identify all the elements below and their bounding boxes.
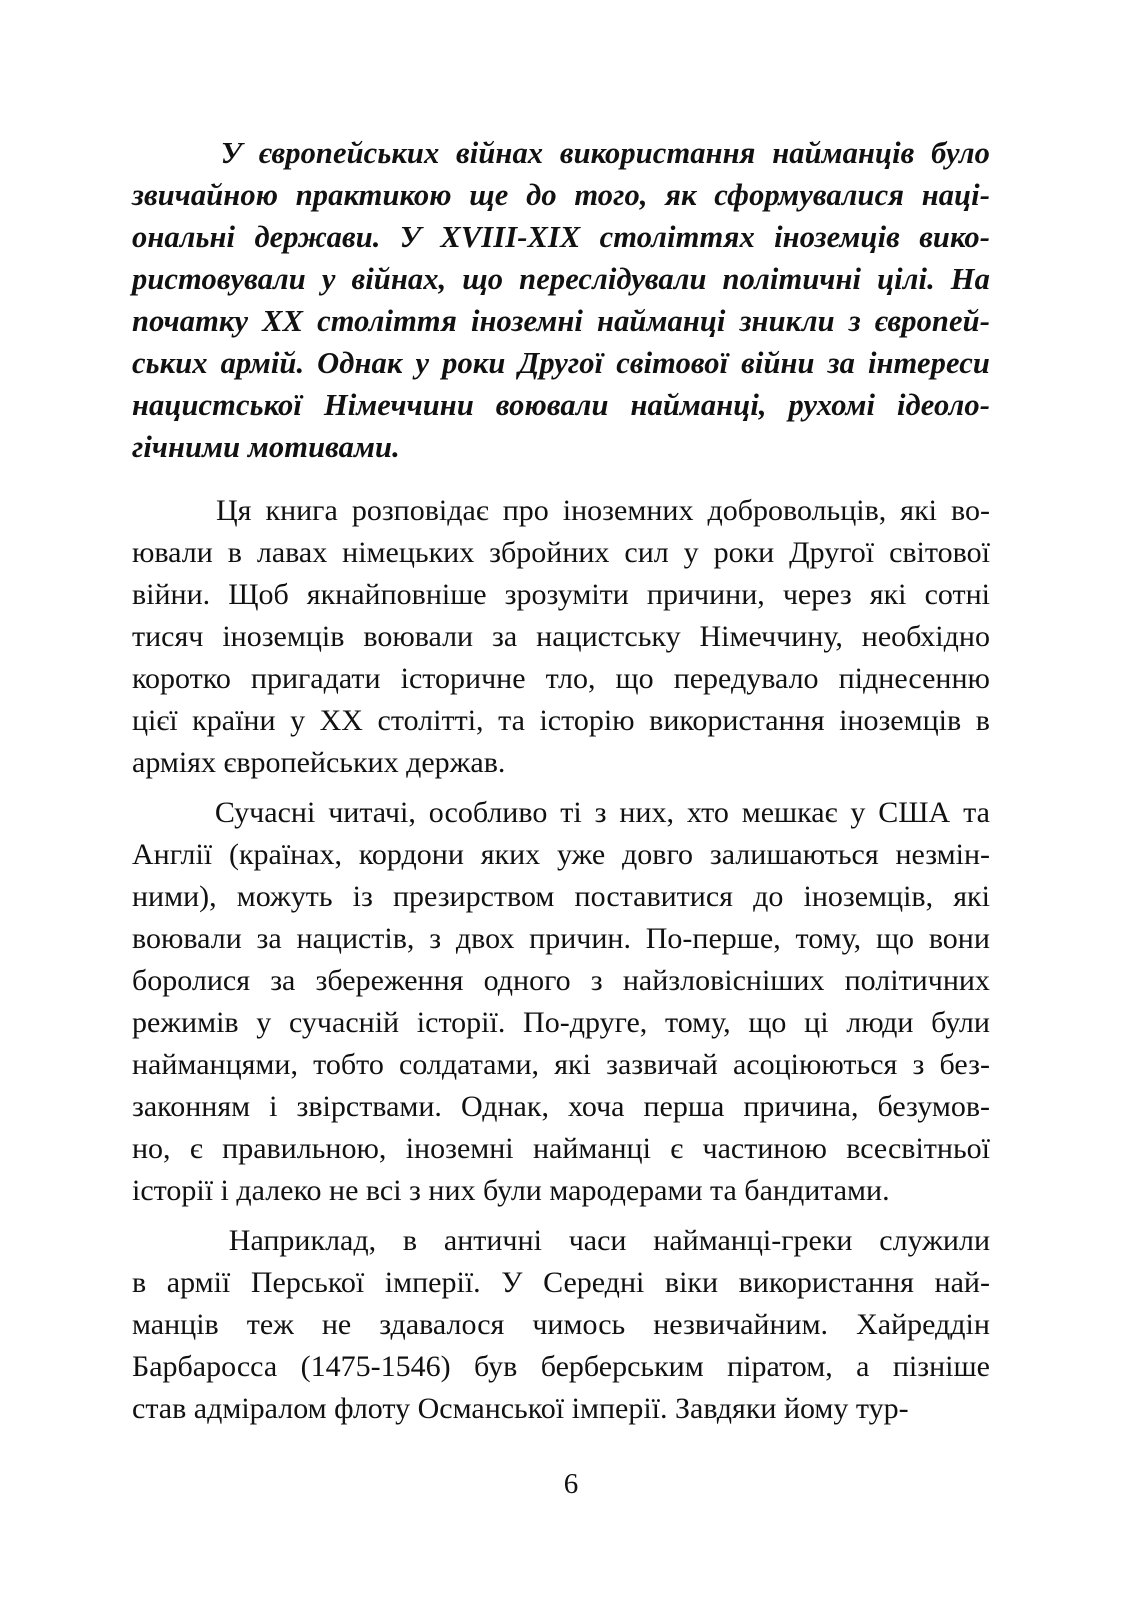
word: причина, [743,1090,859,1123]
word: іноземців [774,220,900,254]
word: часи [568,1224,627,1257]
word: у [321,262,336,296]
word: розповідає [351,494,489,527]
word: політичні [722,262,862,296]
word: тисяч [132,620,204,653]
page-number: 6 [563,1468,579,1500]
text-line [132,342,990,384]
word: імперії. [384,1266,481,1299]
text-line [132,616,990,658]
word: сформувалися [714,178,905,212]
text-line [132,792,990,834]
word: найманці-греки [653,1224,853,1257]
word: з [590,964,603,997]
word: які [869,578,907,611]
word: Сучасні [214,796,316,829]
word: держави. [254,220,381,254]
word: найманці [597,304,726,338]
word: використання [738,1266,914,1299]
word: зрозуміти [504,578,629,611]
word: Хайреддін [856,1308,990,1341]
word: зазвичай [606,1048,718,1081]
text-line [132,574,990,616]
word: всесвітньої [846,1132,990,1165]
word: переслідували [519,262,707,296]
word: берберським [540,1350,704,1383]
word: довго [622,838,694,871]
word: з [429,922,442,955]
word: історію [539,704,635,737]
word: Середні [543,1266,645,1299]
word: використання [559,136,756,170]
text-line [132,834,990,876]
word: у [683,536,699,569]
word: лавах [256,536,328,569]
word: війнах, [351,262,447,296]
word: хоча [567,1090,625,1123]
word: передувало [673,662,819,695]
word: війни. [132,578,211,611]
word: ще [469,178,509,212]
word: країни [192,704,276,737]
word: (1475-1546) [300,1350,451,1383]
text-line: став адміралом флоту Османської імперії. Завдяки йому тур- [132,1392,909,1425]
word: є [189,1132,203,1165]
word: нацистів, [296,922,415,955]
word: причини, [646,578,765,611]
word: XX [262,304,304,338]
word: які [900,494,938,527]
word: асоціюються [732,1048,898,1081]
word: іноземців [222,620,345,653]
word: найманцями, [132,1048,298,1081]
word: презирством [392,880,555,913]
word: уже [556,838,606,871]
word: По-перше, [645,922,781,955]
word: іноземців, [803,880,934,913]
word: в [975,704,990,737]
text-line [132,960,990,1002]
text-line [132,1086,990,1128]
word: тому, [665,1006,731,1039]
word: того, [574,178,648,212]
word: та [498,704,525,737]
word: боролися [132,964,251,997]
text-line [132,1128,990,1170]
word: Німеччини [323,388,474,422]
text-line: арміях європейських держав. [132,746,506,779]
word: до [753,880,784,913]
word: найзловісніших [622,964,825,997]
word: цілі. [877,262,935,296]
word: мешкає [741,796,838,829]
word: із [352,880,373,913]
word: античні [443,1224,542,1257]
word: світової [889,536,990,569]
word: ними), [132,880,217,913]
word: звичайною [132,178,279,212]
paragraph-indent [132,792,202,834]
word: воювали [495,388,609,422]
word: сотні [924,578,990,611]
word: безумов- [877,1090,990,1123]
word: пригадати [250,662,381,695]
word: хто [686,796,729,829]
word: Наприклад, [228,1224,377,1257]
word: за [492,620,518,653]
word: практикою [295,178,452,212]
word: іноземні [470,304,583,338]
text-line [132,300,990,342]
body-paragraph-2 [132,792,990,1212]
word: поставитися [574,880,733,913]
word: режимів [132,1006,239,1039]
word: світової [616,346,729,380]
word: про [502,494,549,527]
word: а [856,1350,870,1383]
word: які [554,1048,591,1081]
word: тому, [795,922,862,955]
word: Другої [789,536,875,569]
word: піднесенню [838,662,990,695]
word: сил [624,536,669,569]
word: солдатами, [399,1048,540,1081]
word: були [931,1006,990,1039]
word: пізніше [892,1350,990,1383]
word: до [526,178,557,212]
word: з [912,1048,925,1081]
word: Другої [518,346,604,380]
text-line [132,258,990,300]
word: у [290,704,306,737]
word: Однак, [460,1090,549,1123]
text-line [132,1002,990,1044]
word: (країнах, [228,838,343,871]
word: законням [132,1090,251,1123]
word: піратом, [727,1350,833,1383]
word: що [748,1006,787,1039]
word: США [878,796,951,829]
word: У [399,220,422,254]
word: у [850,796,866,829]
word: німецьких [342,536,475,569]
paragraph-indent [132,132,204,174]
word: був [474,1350,518,1383]
word: війнах [456,136,544,170]
text-line [132,384,990,426]
word: іноземні [405,1132,514,1165]
word: незвичайним. [653,1308,829,1341]
word: тобто [313,1048,384,1081]
word: кордони [358,838,464,871]
word: особливо [428,796,548,829]
word: причин. [529,922,631,955]
text-line [132,490,990,532]
word: найманців [772,136,915,170]
word: Барбаросса [132,1350,278,1383]
word: Однак [317,346,403,380]
word: наці- [921,178,990,212]
word: ональні [132,220,236,254]
text-line [132,1220,990,1262]
paragraph-indent [132,490,202,532]
word: XVIII-XIX [440,220,581,254]
lead-paragraph [132,132,990,468]
word: нацистську [536,620,681,653]
word: ристовували [132,262,306,296]
word: одного [483,964,571,997]
word: армій. [220,346,305,380]
word: во- [951,494,990,527]
word: роки [713,536,775,569]
word: но, [132,1132,171,1165]
word: з [594,796,607,829]
word: ювали [132,536,213,569]
word: У [501,1266,523,1299]
word: ті [560,796,582,829]
word: читачі, [328,796,416,829]
word: початку [132,304,249,338]
word: служили [879,1224,990,1257]
text-line [132,1304,990,1346]
word: правильною, [222,1132,387,1165]
word: яких [480,838,541,871]
word: століття [317,304,457,338]
word: що [875,922,915,955]
word: незмін- [895,838,990,871]
word: та [963,796,990,829]
word: історичне [400,662,526,695]
body-paragraph-1 [132,490,990,784]
word: залишаються [709,838,879,871]
word: звірствами. [296,1090,442,1123]
word: армії [166,1266,231,1299]
word: було [931,136,990,170]
word: двох [455,922,515,955]
word: історії. [416,1006,506,1039]
text-line [132,700,990,742]
word: У [220,136,243,170]
word: нацистської [132,388,302,422]
word: іноземних [562,494,694,527]
word: люди [846,1006,914,1039]
text-line [132,876,990,918]
word: з [848,304,861,338]
word: роки [442,346,506,380]
word: використання [649,704,825,737]
word: зникли [739,304,835,338]
word: європей- [874,304,990,338]
text-line [132,132,990,174]
word: через [782,578,852,611]
text-line [132,216,990,258]
word: сучасній [289,1006,400,1039]
word: воювали [363,620,474,653]
text-line: історії і далеко не всі з них були мародерами та бандитами. [132,1174,890,1207]
word: Німеччину, [699,620,843,653]
word: вони [928,922,990,955]
word: які [953,880,990,913]
word: здавалося [379,1308,505,1341]
word: європейських [258,136,440,170]
word: столітті, [377,704,484,737]
word: століттях [599,220,755,254]
word: як [665,178,697,212]
paragraph-indent [132,1220,202,1262]
text-line [132,658,990,700]
word: най- [934,1266,990,1299]
word: ських [132,346,208,380]
word: у [256,1006,272,1039]
text-line [132,174,990,216]
text-line: гічними мотивами. [132,430,400,464]
word: добровольців, [707,494,887,527]
word: війни [741,346,815,380]
word: манців [132,1308,219,1341]
word: іноземців [839,704,962,737]
word: в [402,1224,418,1257]
text-line [132,532,990,574]
word: збереження [315,964,464,997]
word: необхідно [861,620,990,653]
word: XX [319,704,363,737]
word: можуть [236,880,333,913]
word: є [670,1132,684,1165]
word: перша [643,1090,725,1123]
word: Щоб [228,578,289,611]
word: чимось [532,1308,626,1341]
word: вико- [919,220,990,254]
word: збройних [489,536,610,569]
word: за [256,922,282,955]
word: без- [939,1048,990,1081]
word: за [827,346,855,380]
word: що [462,262,504,296]
word: у [415,346,430,380]
word: за [270,964,296,997]
word: На [950,262,990,296]
word: віки [664,1266,719,1299]
text-line [132,918,990,960]
word: найманці [532,1132,651,1165]
word: найманці, [630,388,767,422]
word: коротко [132,662,231,695]
word: По-друге, [523,1006,648,1039]
word: книга [265,494,338,527]
word: Перської [250,1266,365,1299]
word: не [321,1308,352,1341]
word: якнайповніше [306,578,487,611]
page-text-block [132,132,990,1438]
body-paragraph-3 [132,1220,990,1430]
text-line [132,1262,990,1304]
word: інтереси [867,346,990,380]
word: і [269,1090,278,1123]
text-line [132,1346,990,1388]
word: воювали [132,922,242,955]
word: цієї [132,704,178,737]
word: в [227,536,242,569]
word: ці [804,1006,829,1039]
word: тло, [545,662,596,695]
text-line [132,1044,990,1086]
word: рухомі [788,388,876,422]
word: ідеоло- [896,388,990,422]
word: Ця [216,494,252,527]
word: них, [619,796,674,829]
word: в [132,1266,147,1299]
word: Англії [132,838,213,871]
word: політичних [844,964,990,997]
word: теж [246,1308,294,1341]
word: частиною [702,1132,827,1165]
word: що [615,662,654,695]
